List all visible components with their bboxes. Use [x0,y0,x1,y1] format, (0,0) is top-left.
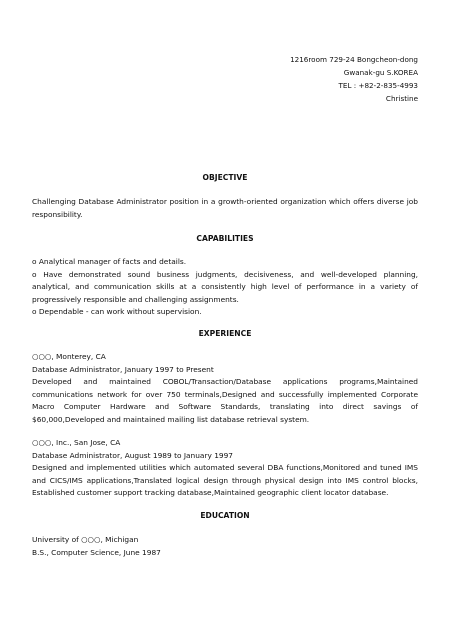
job-title: Database Administrator, January 1997 to Present [32,364,214,374]
capability-item: o Analytical manager of facts and details. [32,257,187,266]
education-heading: EDUCATION [200,511,250,520]
job-description: Designed and implemented utilities which automated several DBA functions,Monitored and tuned IMS and CICS/IMS applications,Translated logical design through physical design into IMS control blocks, Established customer support tracking database,Maintained geographic client locator database. [32,463,418,498]
school-name: University of ○○○, Michigan [32,535,139,544]
phone-line: TEL : +82-2-835-4993 [338,81,418,90]
capability-item: o Have demonstrated sound business judgments, decisiveness, and well-developed planning, analytical, and communication skills at a consistently high level of performance in a variety of progressively responsible and challenging assignments. [32,269,418,304]
contact-block [290,53,418,105]
objective-text: Challenging Database Administrator position in a growth-oriented organization which offers diverse job responsibility. [32,197,418,219]
job-entry [32,437,418,500]
capability-item: o Dependable - can work without supervision. [32,307,202,317]
applicant-name: Christine [385,94,418,103]
education-block [32,534,418,559]
capabilities-heading: CAPABILITIES [196,234,254,243]
objective-heading: OBJECTIVE [202,173,248,182]
degree: B.S., Computer Science, June 1987 [32,547,161,557]
job-title: Database Administrator, August 1989 to January 1997 [32,450,234,460]
capabilities-list [32,256,418,319]
job-company: ○○○, Inc., San Jose, CA [32,438,121,447]
address-line-2: Gwanak-gu S.KOREA [343,68,418,77]
job-description: Developed and maintained COBOL/Transaction/Database applications programs,Maintained communications network for over 750 terminals,Designed and successfully implemented Corporate Macro Computer Hardware and Software Standards, translating into direct savings of $60,000,Developed and maintained mailing list database retrieval system. [32,377,418,424]
experience-heading: EXPERIENCE [198,329,252,338]
job-company: ○○○, Monterey, CA [32,352,106,361]
address-line-1: 1216room 729-24 Bongcheon-dong [290,55,418,64]
job-entry [32,351,418,427]
